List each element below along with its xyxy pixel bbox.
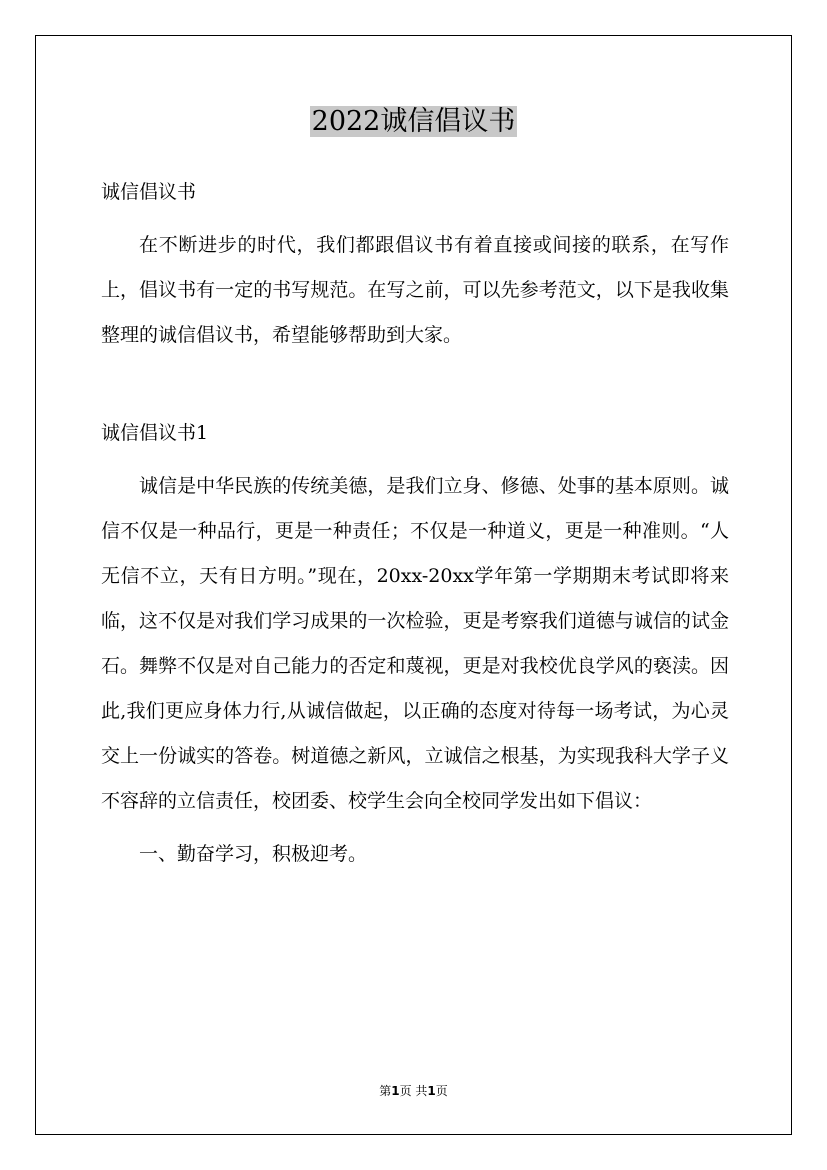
document-body [101, 170, 729, 877]
page-label-suffix: 页 [435, 1084, 448, 1098]
page-total: 1 [427, 1084, 436, 1098]
page-number: 1 [391, 1084, 400, 1098]
document-title-text: 2022诚信倡议书 [311, 106, 516, 137]
subtitle: 诚信倡议书 [101, 181, 197, 203]
section-1-paragraph: 诚信是中华民族的传统美德，是我们立身、修德、处事的基本原则。诚信不仅是一种品行，更是一种责任；不仅是一种道义，更是一种准则。“人无信不立，天有日方明。”现在，20xx-20xx学年第一学期期末考试即将来临，这不仅是对我们学习成果的一次检验，更是考察我们道德与诚信的试金石。舞弊不仅是对自己能力的否定和蔑视，更是对我校优良学风的亵渎。因此,我们更应身体力行,从诚信做起，以正确的态度对待每一场考试，为心灵交上一份诚实的答卷。树道德之新风，立诚信之根基，为实现我科大学子义不容辞的立信责任，校团委、校学生会向全校同学发出如下倡议： [101, 475, 729, 812]
section-1-heading: 诚信倡议书1 [101, 422, 209, 444]
page-label-mid: 页 共 [399, 1084, 428, 1098]
page-footer [0, 1082, 827, 1100]
document-title [0, 103, 827, 141]
list-item-1: 一、勤奋学习，积极迎考。 [139, 843, 368, 865]
intro-paragraph: 在不断进步的时代，我们都跟倡议书有着直接或间接的联系，在写作上，倡议书有一定的书写规范。在写之前，可以先参考范文，以下是我收集整理的诚信倡议书，希望能够帮助到大家。 [101, 234, 729, 346]
blank-line [101, 358, 729, 403]
page-label-prefix: 第 [379, 1084, 392, 1098]
